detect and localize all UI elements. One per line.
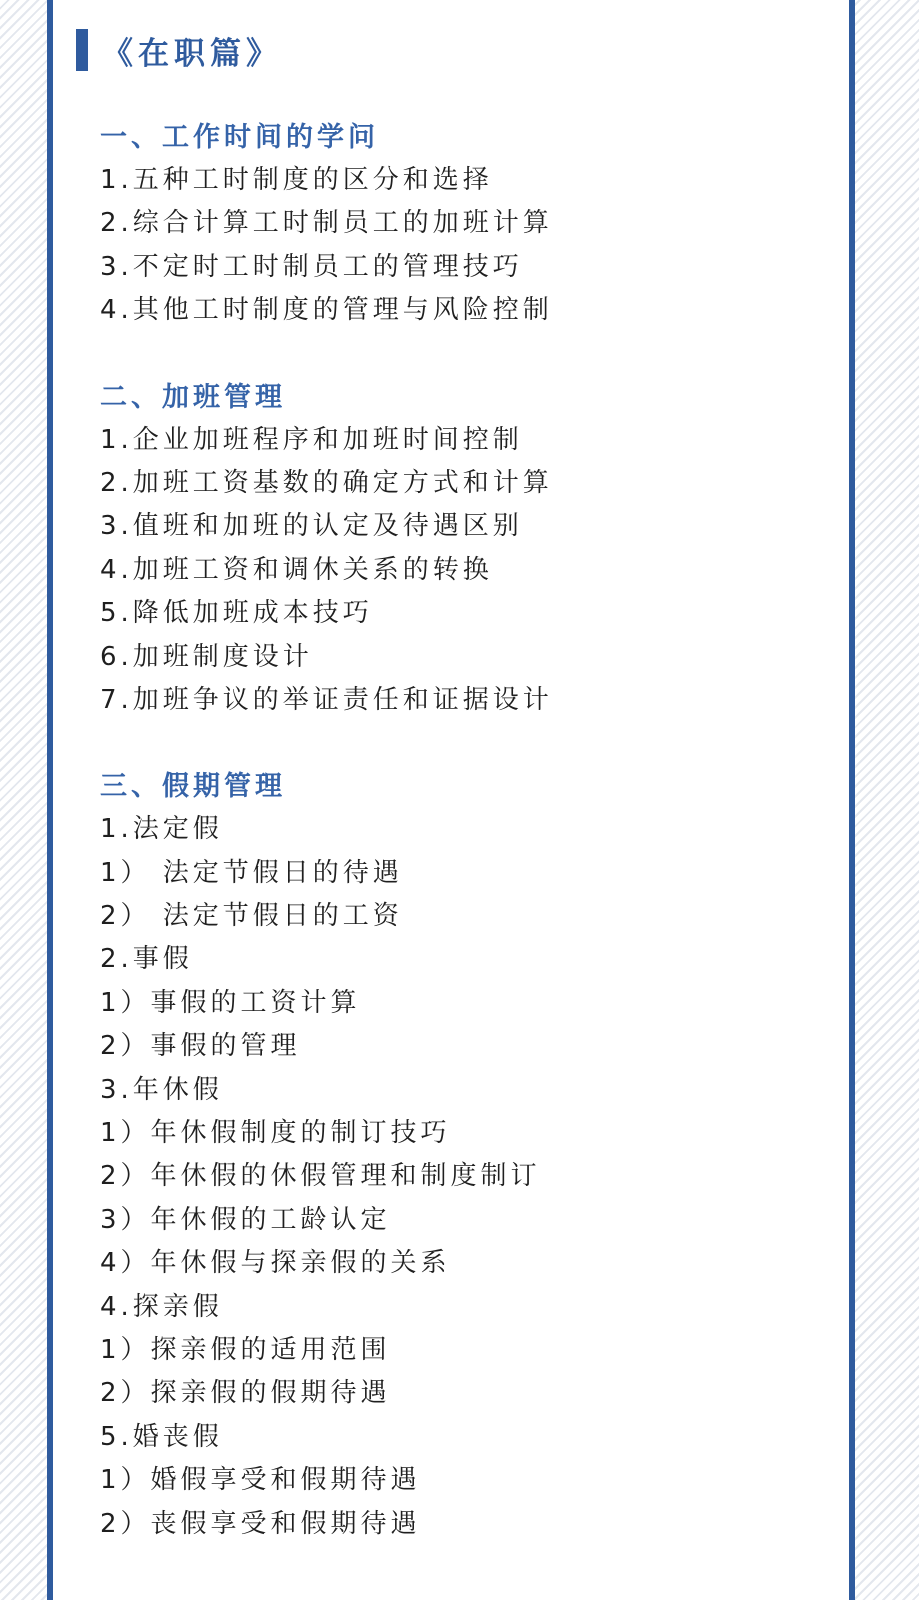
list-item: 6.加班制度设计	[100, 641, 313, 672]
list-item: 1.企业加班程序和加班时间控制	[100, 424, 523, 455]
list-item: 4.加班工资和调休关系的转换	[100, 554, 493, 585]
section-leave	[100, 765, 800, 1546]
list-item: 4）年休假与探亲假的关系	[100, 1248, 451, 1279]
list-item: 5.婚丧假	[100, 1421, 223, 1452]
section-item-list	[100, 808, 800, 1546]
list-item: 2.综合计算工时制员工的加班计算	[100, 208, 553, 239]
list-item: 1） 法定节假日的待遇	[100, 857, 403, 888]
section-work-hours	[100, 116, 800, 333]
section-heading: 二、加班管理	[100, 381, 286, 413]
list-item: 2）年休假的休假管理和制度制订	[100, 1161, 541, 1192]
list-item: 1）探亲假的适用范围	[100, 1334, 391, 1365]
list-item: 1.法定假	[100, 814, 223, 845]
list-item: 5.降低加班成本技巧	[100, 598, 373, 629]
list-item: 7.加班争议的举证责任和证据设计	[100, 684, 553, 715]
section-overtime	[100, 376, 800, 723]
list-item: 2.事假	[100, 944, 193, 975]
page-title-block	[76, 28, 282, 72]
list-item: 4.探亲假	[100, 1291, 223, 1322]
list-item: 3.不定时工时制员工的管理技巧	[100, 251, 523, 282]
list-item: 2）丧假享受和假期待遇	[100, 1508, 421, 1539]
list-item: 3.年休假	[100, 1074, 223, 1105]
list-item: 1）年休假制度的制订技巧	[100, 1118, 451, 1149]
section-item-list	[100, 419, 800, 723]
list-item: 1）婚假享受和假期待遇	[100, 1465, 421, 1496]
outline-content	[100, 116, 800, 1589]
page-title: 《在职篇》	[102, 35, 282, 72]
section-heading: 三、假期管理	[100, 771, 286, 803]
list-item: 2） 法定节假日的工资	[100, 901, 403, 932]
list-item: 2.加班工资基数的确定方式和计算	[100, 467, 553, 498]
list-item: 3.值班和加班的认定及待遇区别	[100, 511, 523, 542]
list-item: 2）事假的管理	[100, 1031, 301, 1062]
list-item: 1）事假的工资计算	[100, 987, 361, 1018]
list-item: 1.五种工时制度的区分和选择	[100, 165, 493, 195]
section-item-list	[100, 159, 800, 333]
list-item: 2）探亲假的假期待遇	[100, 1378, 391, 1409]
section-heading: 一、工作时间的学问	[100, 122, 379, 153]
list-item: 4.其他工时制度的管理与风险控制	[100, 295, 553, 326]
list-item: 3）年休假的工龄认定	[100, 1204, 391, 1235]
title-accent-bar	[76, 29, 88, 71]
